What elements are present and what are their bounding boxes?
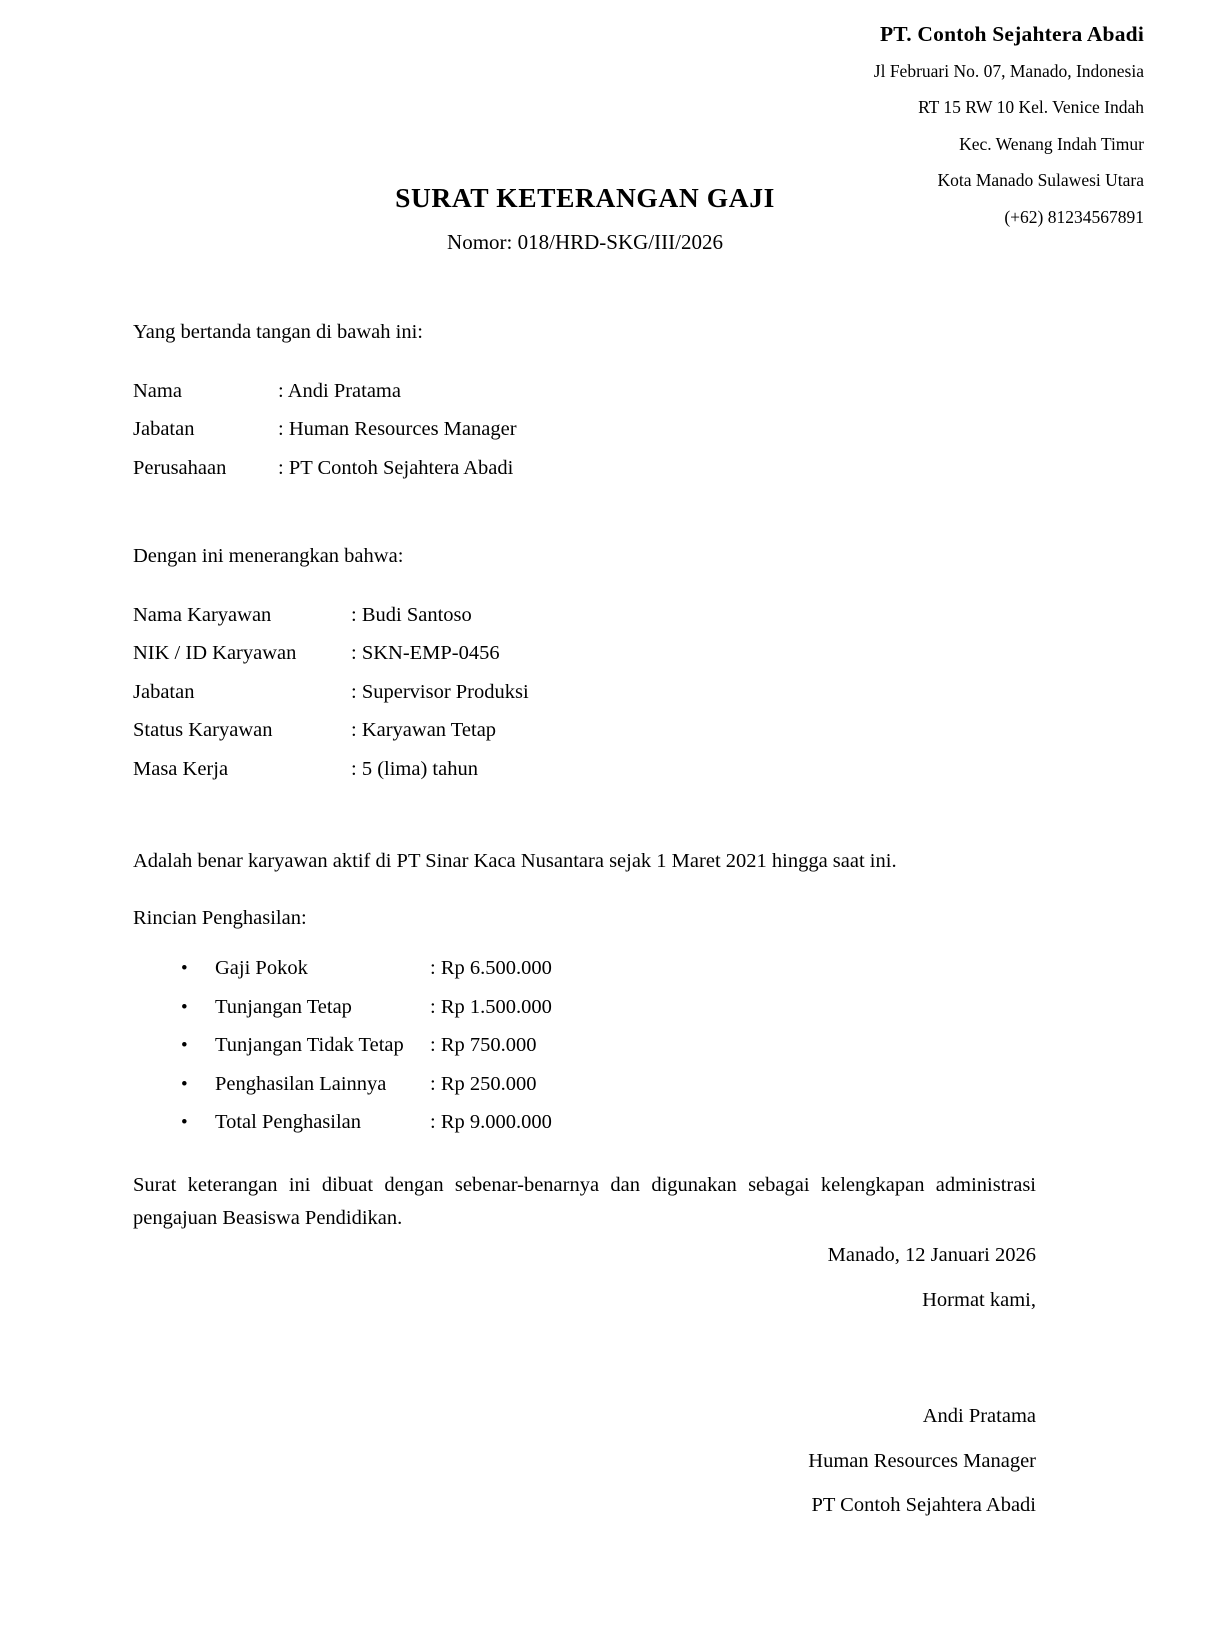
field-value: : Budi Santoso: [351, 603, 472, 626]
table-row: [133, 643, 529, 682]
income-heading: Rincian Penghasilan:: [133, 906, 307, 929]
field-label: Jabatan: [133, 418, 195, 440]
income-value: : Rp 750.000: [430, 1034, 537, 1056]
table-row: [133, 458, 517, 479]
income-label: Tunjangan Tetap: [215, 995, 352, 1018]
spacer: [133, 813, 1036, 851]
phone-number: (+62) 81234567891: [1004, 206, 1144, 227]
signer-details-table: [133, 381, 517, 479]
employment-statement: Adalah benar karyawan aktif di PT Sinar Kaca Nusantara sejak 1 Maret 2021 hingga saat ini.: [133, 850, 897, 872]
field-value: : Karyawan Tetap: [351, 719, 497, 741]
income-label: Penghasilan Lainnya: [215, 1072, 387, 1095]
list-item: [181, 1112, 1036, 1133]
closing-paragraph: Surat keterangan ini dibuat dengan sebenar-benarnya dan digunakan sebagai kelengkapan administrasi pengajuan Beasiswa Pendidikan.: [133, 1173, 1036, 1229]
signature-salutation: Hormat kami,: [922, 1288, 1036, 1311]
bullet-icon: •: [181, 1073, 188, 1095]
page-title: SURAT KETERANGAN GAJI: [395, 182, 775, 213]
document-body: [133, 322, 1036, 1235]
declaration-text: Dengan ini menerangkan bahwa:: [133, 545, 404, 567]
document-number: Nomor: 018/HRD-SKG/III/2026: [447, 229, 723, 254]
table-row: [133, 419, 517, 458]
address-line-4: Kota Manado Sulawesi Utara: [937, 170, 1144, 190]
field-label: Masa Kerja: [133, 757, 229, 780]
income-value: : Rp 9.000.000: [430, 1111, 552, 1133]
signature-space: [133, 1310, 1036, 1406]
field-value: : Human Resources Manager: [278, 418, 517, 440]
field-label: Nama: [133, 379, 182, 402]
field-label: Perusahaan: [133, 456, 227, 479]
bullet-icon: •: [181, 1112, 188, 1133]
signatory-name: Andi Pratama: [922, 1405, 1036, 1427]
field-label: Nama Karyawan: [133, 603, 272, 626]
table-row: [133, 381, 517, 420]
income-value: : Rp 6.500.000: [430, 957, 552, 979]
address-line-2: RT 15 RW 10 Kel. Venice Indah: [918, 97, 1144, 117]
field-label: NIK / ID Karyawan: [133, 642, 297, 664]
table-row: [133, 605, 529, 644]
bullet-icon: •: [181, 958, 188, 979]
list-item: [181, 997, 1036, 1018]
field-value: : 5 (lima) tahun: [351, 757, 478, 780]
list-item: [181, 1074, 1036, 1095]
income-list: [133, 958, 1036, 1133]
income-label: Gaji Pokok: [215, 957, 308, 979]
field-value: : Supervisor Produksi: [351, 680, 529, 703]
income-label: Tunjangan Tidak Tetap: [215, 1034, 404, 1056]
income-label: Total Penghasilan: [215, 1111, 362, 1133]
field-label: Status Karyawan: [133, 719, 273, 741]
signatory-company: PT Contoh Sejahtera Abadi: [811, 1494, 1036, 1516]
bullet-icon: •: [181, 1035, 188, 1056]
address-line-3: Kec. Wenang Indah Timur: [959, 133, 1144, 154]
table-row: [133, 759, 529, 780]
address-line-1: Jl Februari No. 07, Manado, Indonesia: [873, 60, 1144, 81]
intro-text: Yang bertanda tangan di bawah ini:: [133, 321, 423, 343]
table-row: [133, 720, 529, 759]
income-value: : Rp 1.500.000: [430, 995, 552, 1018]
company-name: PT. Contoh Sejahtera Abadi: [879, 22, 1144, 46]
signature-block: [133, 1245, 1036, 1516]
field-value: : PT Contoh Sejahtera Abadi: [278, 456, 514, 479]
field-value: : Andi Pratama: [278, 379, 401, 402]
field-value: : SKN-EMP-0456: [351, 642, 500, 664]
field-label: Jabatan: [133, 680, 195, 703]
list-item: [181, 958, 1036, 979]
list-item: [181, 1035, 1036, 1056]
bullet-icon: •: [181, 996, 188, 1018]
table-row: [133, 682, 529, 721]
signature-place-date: Manado, 12 Januari 2026: [827, 1244, 1036, 1266]
signatory-role: Human Resources Manager: [808, 1449, 1036, 1472]
spacer: [133, 512, 1036, 546]
title-block: [130, 182, 1040, 255]
income-value: : Rp 250.000: [430, 1072, 537, 1095]
employee-details-table: [133, 605, 529, 780]
